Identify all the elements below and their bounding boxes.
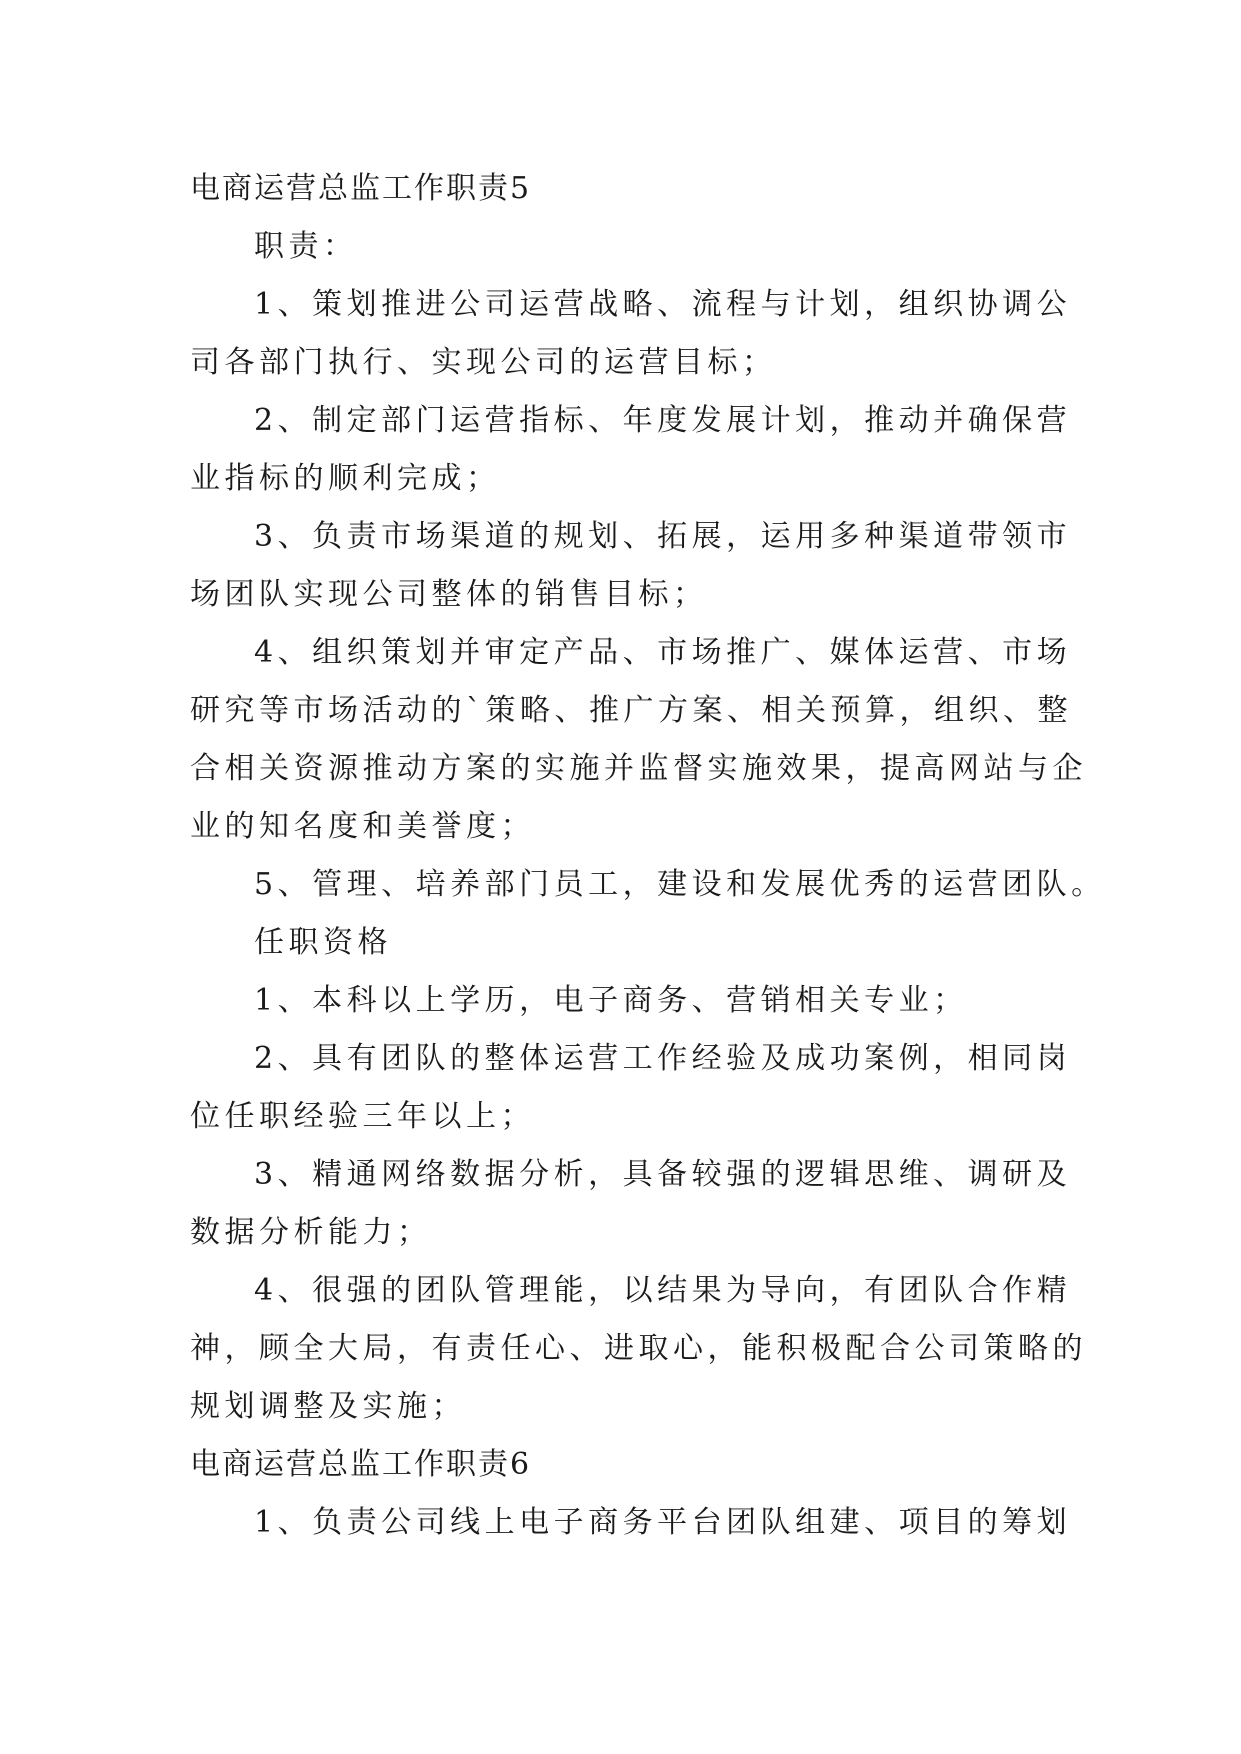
paragraph-line: 业的知名度和美誉度； xyxy=(190,809,535,844)
paragraph-line: 2、具有团队的整体运营工作经验及成功案例，相同岗 xyxy=(254,1041,1072,1076)
paragraph-line: 合相关资源推动方案的实施并监督实施效果，提高网站与企 xyxy=(190,751,1087,786)
paragraph-line: 3、负责市场渠道的规划、拓展，运用多种渠道带领市 xyxy=(254,519,1072,554)
paragraph-line: 神，顾全大局，有责任心、进取心，能积极配合公司策略的 xyxy=(190,1331,1087,1366)
document-page xyxy=(190,160,1106,1552)
paragraph-line: 4、很强的团队管理能，以结果为导向，有团队合作精 xyxy=(254,1273,1072,1308)
paragraph-line: 3、精通网络数据分析，具备较强的逻辑思维、调研及 xyxy=(254,1157,1072,1192)
paragraph-line: 司各部门执行、实现公司的运营目标； xyxy=(190,345,777,380)
subheading-duties: 职责： xyxy=(254,229,358,264)
paragraph-line: 场团队实现公司整体的销售目标； xyxy=(190,577,708,612)
paragraph-line: 1、负责公司线上电子商务平台团队组建、项目的筹划 xyxy=(254,1505,1072,1540)
paragraph-line: 研究等市场活动的`策略、推广方案、相关预算，组织、整 xyxy=(190,693,1072,728)
paragraph-line: 1、本科以上学历，电子商务、营销相关专业； xyxy=(254,983,968,1018)
paragraph-line: 数据分析能力； xyxy=(190,1215,432,1250)
section-heading: 电商运营总监工作职责6 xyxy=(190,1447,532,1482)
section-heading: 电商运营总监工作职责5 xyxy=(190,171,532,206)
subheading-qualifications: 任职资格 xyxy=(254,925,392,960)
paragraph-line: 业指标的顺利完成； xyxy=(190,461,501,496)
paragraph-line: 1、策划推进公司运营战略、流程与计划，组织协调公 xyxy=(254,287,1072,322)
paragraph-line: 2、制定部门运营指标、年度发展计划，推动并确保营 xyxy=(254,403,1072,438)
paragraph-line: 规划调整及实施； xyxy=(190,1389,466,1424)
paragraph-line: 5、管理、培养部门员工，建设和发展优秀的运营团队。 xyxy=(254,867,1106,902)
paragraph-line: 4、组织策划并审定产品、市场推广、媒体运营、市场 xyxy=(254,635,1072,670)
paragraph-line: 位任职经验三年以上； xyxy=(190,1099,535,1134)
